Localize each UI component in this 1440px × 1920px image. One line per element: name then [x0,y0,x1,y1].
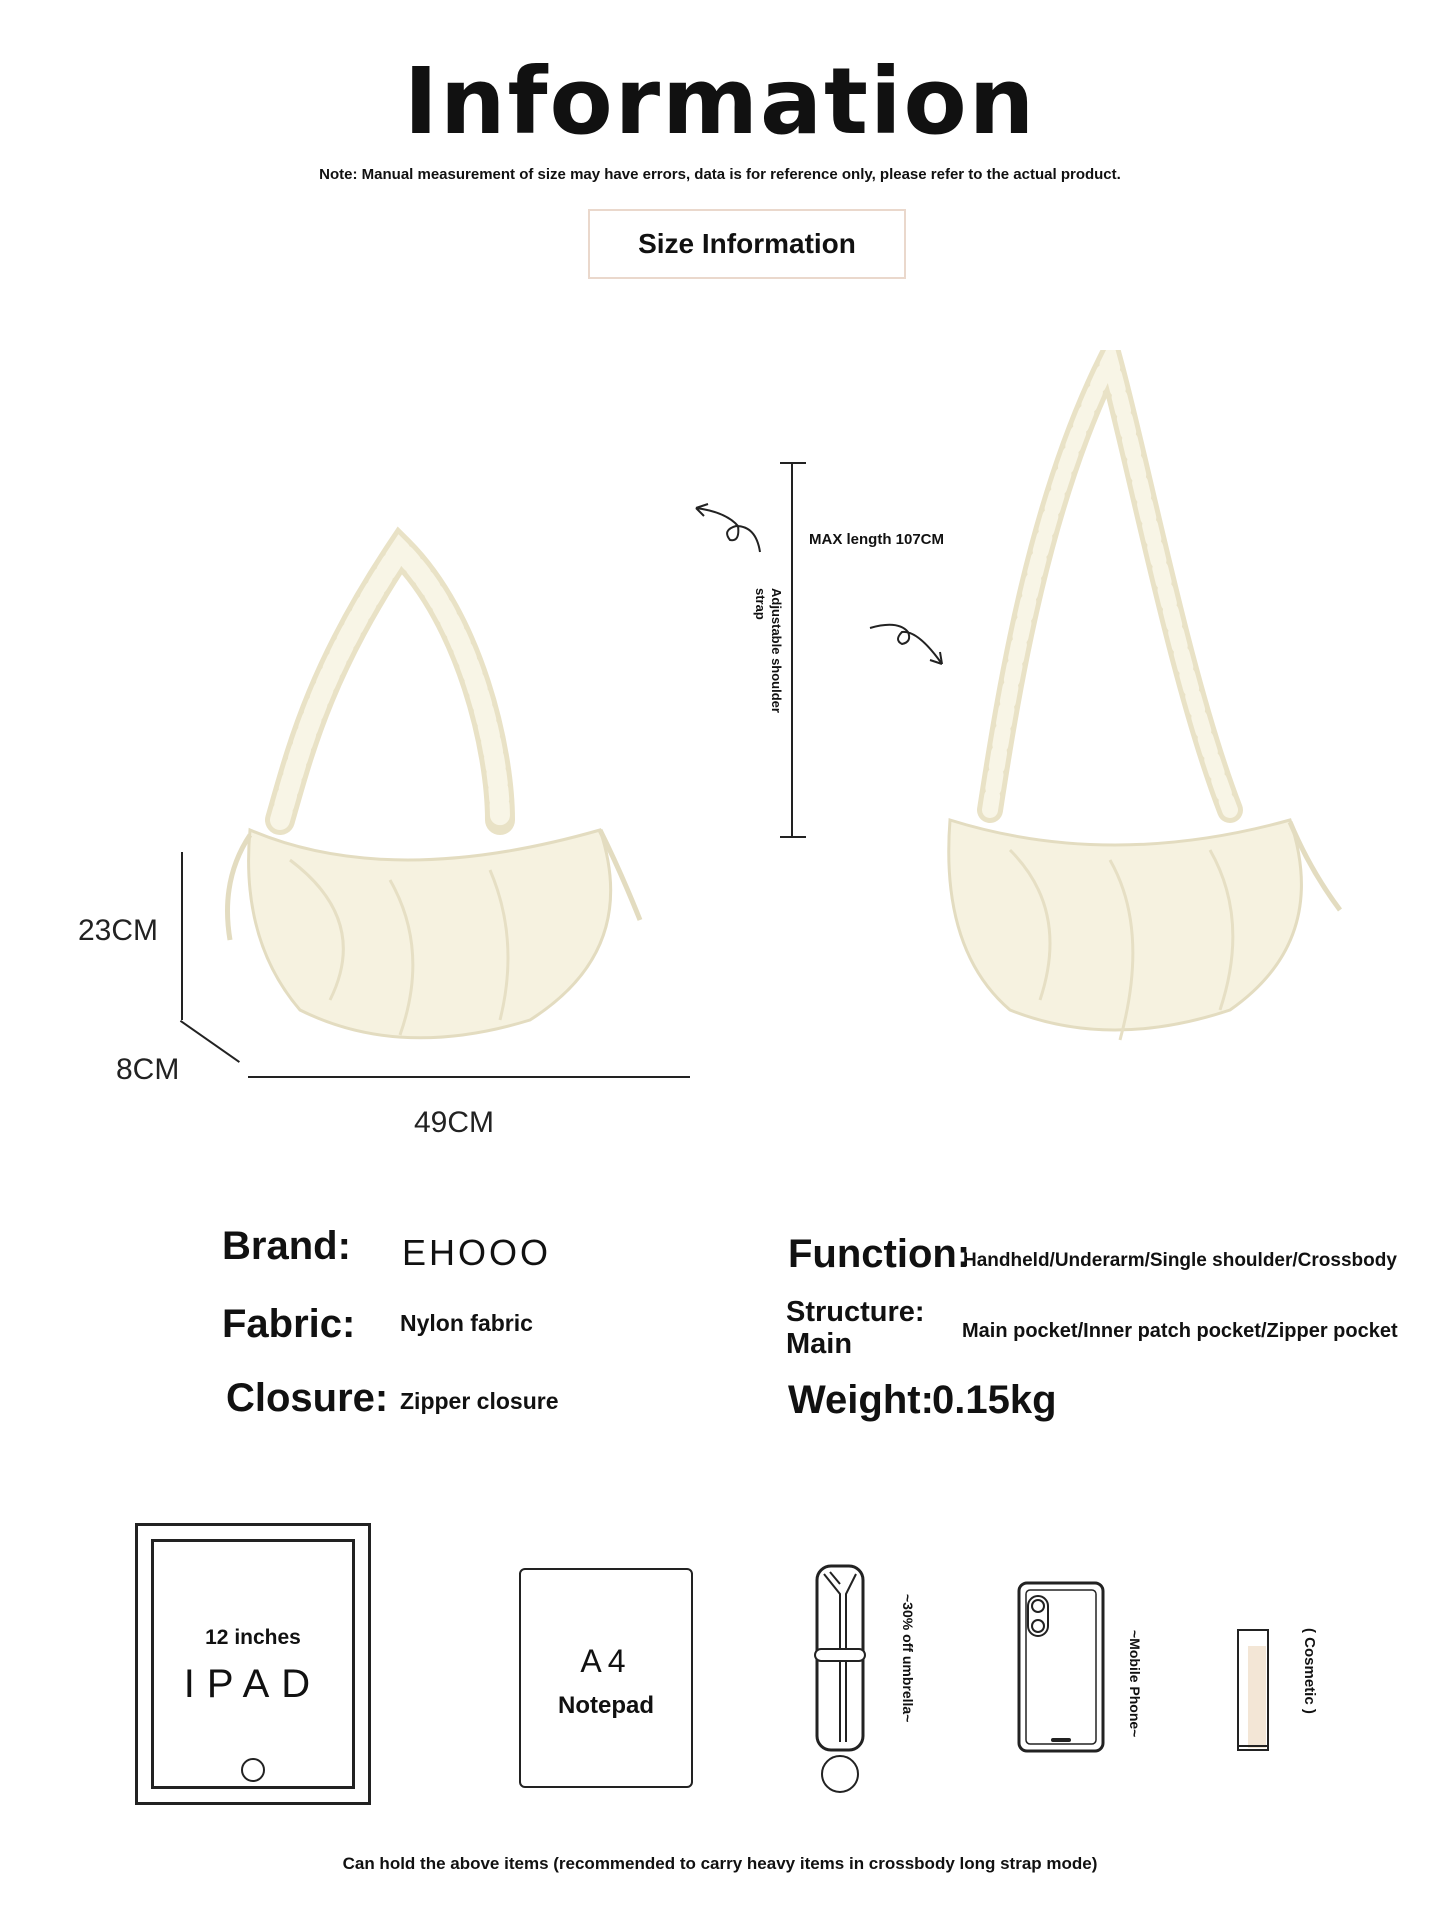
function-label: Function: [788,1232,971,1276]
structure-value: Main pocket/Inner patch pocket/Zipper pocket [962,1320,1398,1342]
notepad-outline [519,1568,693,1788]
weight-value: 0.15kg [932,1378,1057,1422]
structure-label-line1: Structure: [786,1296,925,1328]
closure-value: Zipper closure [400,1388,559,1414]
depth-label: 8CM [116,1053,180,1086]
fabric-value: Nylon fabric [400,1310,533,1336]
function-value: Handheld/Underarm/Single shoulder/Crossbody [963,1250,1397,1271]
mobile-phone-label: ~Mobile Phone~ [1127,1630,1143,1738]
strap-length-top-tick [780,462,806,464]
fabric-label: Fabric: [222,1302,356,1346]
brand-value: EHOOO [402,1232,552,1273]
mobile-phone-icon [1016,1580,1106,1754]
page-title: Information [403,48,1037,155]
curly-arrow-left-icon [686,496,766,556]
width-label: 49CM [414,1106,495,1139]
weight-label: Weight: [788,1378,934,1422]
cosmetic-icon [1236,1628,1270,1754]
cosmetic-label: ( Cosmetic ) [1301,1628,1318,1714]
ipad-home-button-icon [241,1758,265,1782]
brand-label: Brand: [222,1224,351,1268]
bag-long-strap-image [930,350,1350,1070]
notepad-name: Notepad [558,1692,654,1719]
width-dimension-line [248,1076,690,1078]
strap-length-line [791,462,793,838]
umbrella-icon [810,1564,870,1796]
height-dimension-line [181,852,183,1020]
structure-label-line2: Main [786,1328,853,1360]
height-label: 23CM [78,914,159,947]
size-information-label: Size Information [638,228,856,259]
notepad-size: A4 [580,1643,632,1679]
max-length-label: MAX length 107CM [809,531,945,548]
measurement-note: Note: Manual measurement of size may have errors, data is for reference only, please refer to the actual product. [319,166,1121,183]
structure-label [786,1296,925,1360]
closure-label: Closure: [226,1376,389,1420]
size-information-box [588,209,906,279]
ipad-name: IPAD [183,1662,323,1706]
bag-short-strap-image [170,500,730,1100]
strap-length-bottom-tick [780,836,806,838]
ipad-size: 12 inches [205,1626,301,1649]
footer-note: Can hold the above items (recommended to carry heavy items in crossbody long strap mode) [342,1854,1098,1873]
adjustable-strap-label: Adjustable shoulder strap [753,588,784,713]
ipad-outline [135,1523,371,1805]
umbrella-label: ~30% off umbrella~ [900,1594,916,1723]
